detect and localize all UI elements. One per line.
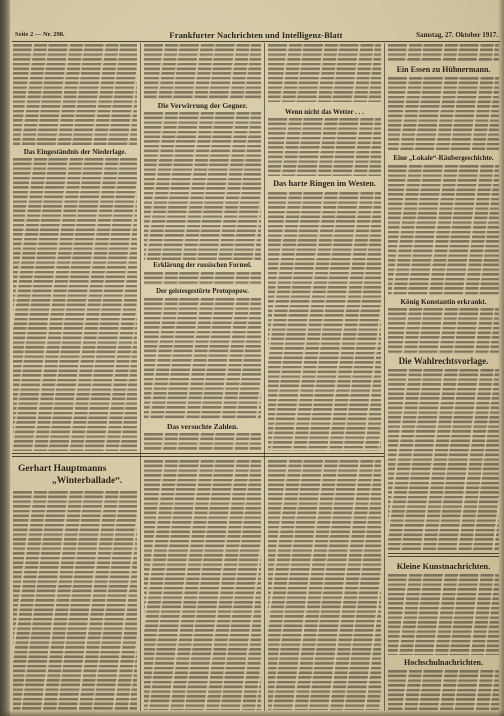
headline-kunst: Kleine Kunstnachrichten.: [396, 561, 491, 571]
article-text-block: [144, 433, 261, 451]
feuilleton-text-block: [13, 491, 137, 710]
newspaper-title: Frankfurter Nachrichten und Intelligenz-Blatt: [169, 30, 343, 40]
headline-ringen: Das harte Ringen im Westen.: [273, 179, 376, 188]
headline-wahlrecht: Die Wahlrechtsvorlage.: [398, 356, 489, 366]
article-text-block: [144, 272, 261, 286]
headline-protopopow: Der geistesgestörte Protopopow.: [156, 288, 249, 295]
headline-essen: Ein Essen zu Hühnermann.: [396, 65, 491, 74]
column-rule: [384, 43, 385, 711]
article-text-block: [144, 44, 261, 100]
article-text-block: [388, 44, 499, 63]
headline-erklaerung: Erklärung der russischen Formel.: [153, 262, 252, 269]
article-text-block: [268, 118, 381, 176]
feuilleton-title-line1: Gerhart Hauptmanns: [18, 464, 107, 474]
headline-hochschul: Hochschulnachrichten.: [404, 658, 483, 667]
article-text-block: [388, 77, 499, 150]
headline-konstantin: König Konstantin erkrankt.: [400, 298, 487, 306]
section-rule: [388, 553, 499, 554]
section-rule: [388, 556, 499, 557]
article-text-block: [13, 158, 137, 451]
article-text-block: [388, 369, 499, 550]
page-number: Seite 2 — Nr. 298.: [15, 31, 65, 38]
article-text-block: [13, 44, 137, 145]
page-edge-bottom: [0, 710, 504, 716]
article-text-block: [268, 192, 381, 451]
article-text-block: [388, 670, 499, 710]
article-text-block: [388, 574, 499, 655]
column-rule: [140, 43, 141, 711]
binding-shadow: [0, 0, 10, 716]
article-text-block: [144, 298, 261, 420]
article-text-block: [268, 44, 381, 102]
issue-date: Samstag, 27. Oktober 1917.: [416, 31, 498, 39]
headline-raeuber: Eine „Lokale“-Räubergeschichte.: [393, 154, 494, 162]
feuilleton-rule: [12, 456, 384, 457]
headline-eingestaendnis: Das Eingeständnis der Niederlage.: [23, 148, 127, 156]
headline-wetter: Wenn nicht das Wetter . . .: [285, 108, 364, 116]
headline-verwirrung: Die Verwirrung der Gegner.: [157, 101, 248, 110]
article-text-block: [388, 308, 499, 354]
feuilleton-rule: [12, 453, 384, 454]
feuilleton-text-block: [268, 460, 381, 710]
column-rule: [264, 43, 265, 711]
article-text-block: [388, 165, 499, 296]
masthead-rule: [12, 41, 500, 42]
article-text-block: [144, 112, 261, 260]
headline-zahlen: Das versuchte Zahlen.: [166, 422, 239, 431]
feuilleton-title-line2: „Winterballade“.: [52, 476, 123, 486]
feuilleton-text-block: [144, 460, 261, 710]
